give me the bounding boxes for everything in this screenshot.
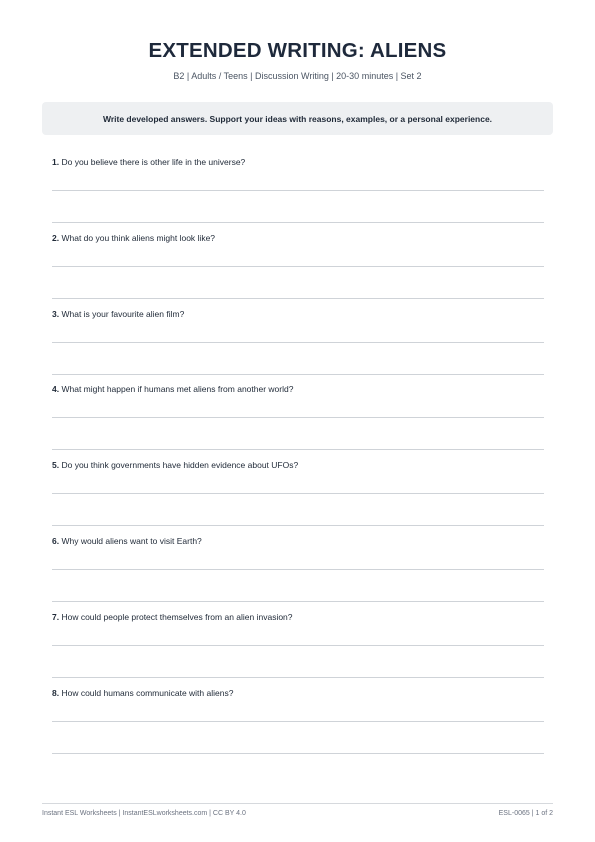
answer-line[interactable] bbox=[52, 753, 544, 754]
question-number: 8. bbox=[52, 687, 60, 698]
answer-line[interactable] bbox=[52, 677, 544, 678]
question-prompt bbox=[52, 612, 293, 622]
question-item bbox=[52, 381, 544, 457]
answer-line[interactable] bbox=[52, 266, 544, 267]
question-item bbox=[52, 457, 544, 533]
question-number: 4. bbox=[52, 384, 60, 395]
question-item bbox=[52, 533, 544, 609]
answer-line[interactable] bbox=[52, 374, 544, 375]
footer-page-number: ESL-0065 | 1 of 2 bbox=[498, 810, 553, 817]
question-item bbox=[52, 230, 544, 306]
question-prompt bbox=[52, 536, 202, 546]
answer-line[interactable] bbox=[52, 449, 544, 450]
question-prompt bbox=[52, 233, 215, 243]
question-item bbox=[52, 154, 544, 230]
worksheet-subtitle: B2 | Adults / Teens | Discussion Writing | 20-30 minutes | Set 2 bbox=[173, 71, 422, 81]
question-text: Why would aliens want to visit Earth? bbox=[61, 535, 202, 546]
question-text: What is your favourite alien film? bbox=[61, 308, 185, 319]
answer-line[interactable] bbox=[52, 493, 544, 494]
answer-line[interactable] bbox=[52, 525, 544, 526]
answer-line[interactable] bbox=[52, 601, 544, 602]
question-number: 2. bbox=[52, 232, 60, 243]
answer-line[interactable] bbox=[52, 298, 544, 299]
answer-line[interactable] bbox=[52, 222, 544, 223]
question-prompt bbox=[52, 157, 245, 167]
answer-line[interactable] bbox=[52, 569, 544, 570]
footer-credit: Instant ESL Worksheets | InstantESLworksheets.com | CC BY 4.0 bbox=[42, 810, 246, 817]
question-prompt bbox=[52, 309, 184, 319]
answer-line[interactable] bbox=[52, 342, 544, 343]
question-prompt bbox=[52, 688, 233, 698]
question-prompt bbox=[52, 460, 298, 470]
answer-line[interactable] bbox=[52, 190, 544, 191]
question-number: 7. bbox=[52, 611, 60, 622]
question-list bbox=[52, 154, 544, 760]
question-text: How could humans communicate with aliens? bbox=[61, 687, 234, 698]
instructions-box bbox=[42, 102, 553, 135]
question-text: What might happen if humans met aliens from another world? bbox=[61, 384, 294, 395]
question-text: Do you believe there is other life in the universe? bbox=[61, 157, 246, 167]
footer-divider bbox=[42, 803, 553, 804]
question-number: 3. bbox=[52, 308, 60, 319]
question-text: How could people protect themselves from an alien invasion? bbox=[61, 611, 293, 622]
question-item bbox=[52, 609, 544, 685]
question-number: 6. bbox=[52, 535, 60, 546]
question-prompt bbox=[52, 384, 293, 394]
question-item bbox=[52, 306, 544, 382]
answer-line[interactable] bbox=[52, 417, 544, 418]
question-number: 1. bbox=[52, 157, 60, 167]
question-text: What do you think aliens might look like? bbox=[61, 232, 216, 243]
answer-line[interactable] bbox=[52, 645, 544, 646]
question-text: Do you think governments have hidden evidence about UFOs? bbox=[61, 460, 299, 471]
question-number: 5. bbox=[52, 460, 60, 471]
answer-line[interactable] bbox=[52, 721, 544, 722]
question-item bbox=[52, 685, 544, 761]
instructions-text: Write developed answers. Support your ideas with reasons, examples, or a personal experience. bbox=[102, 113, 493, 124]
worksheet-title: EXTENDED WRITING: ALIENS bbox=[148, 39, 447, 62]
